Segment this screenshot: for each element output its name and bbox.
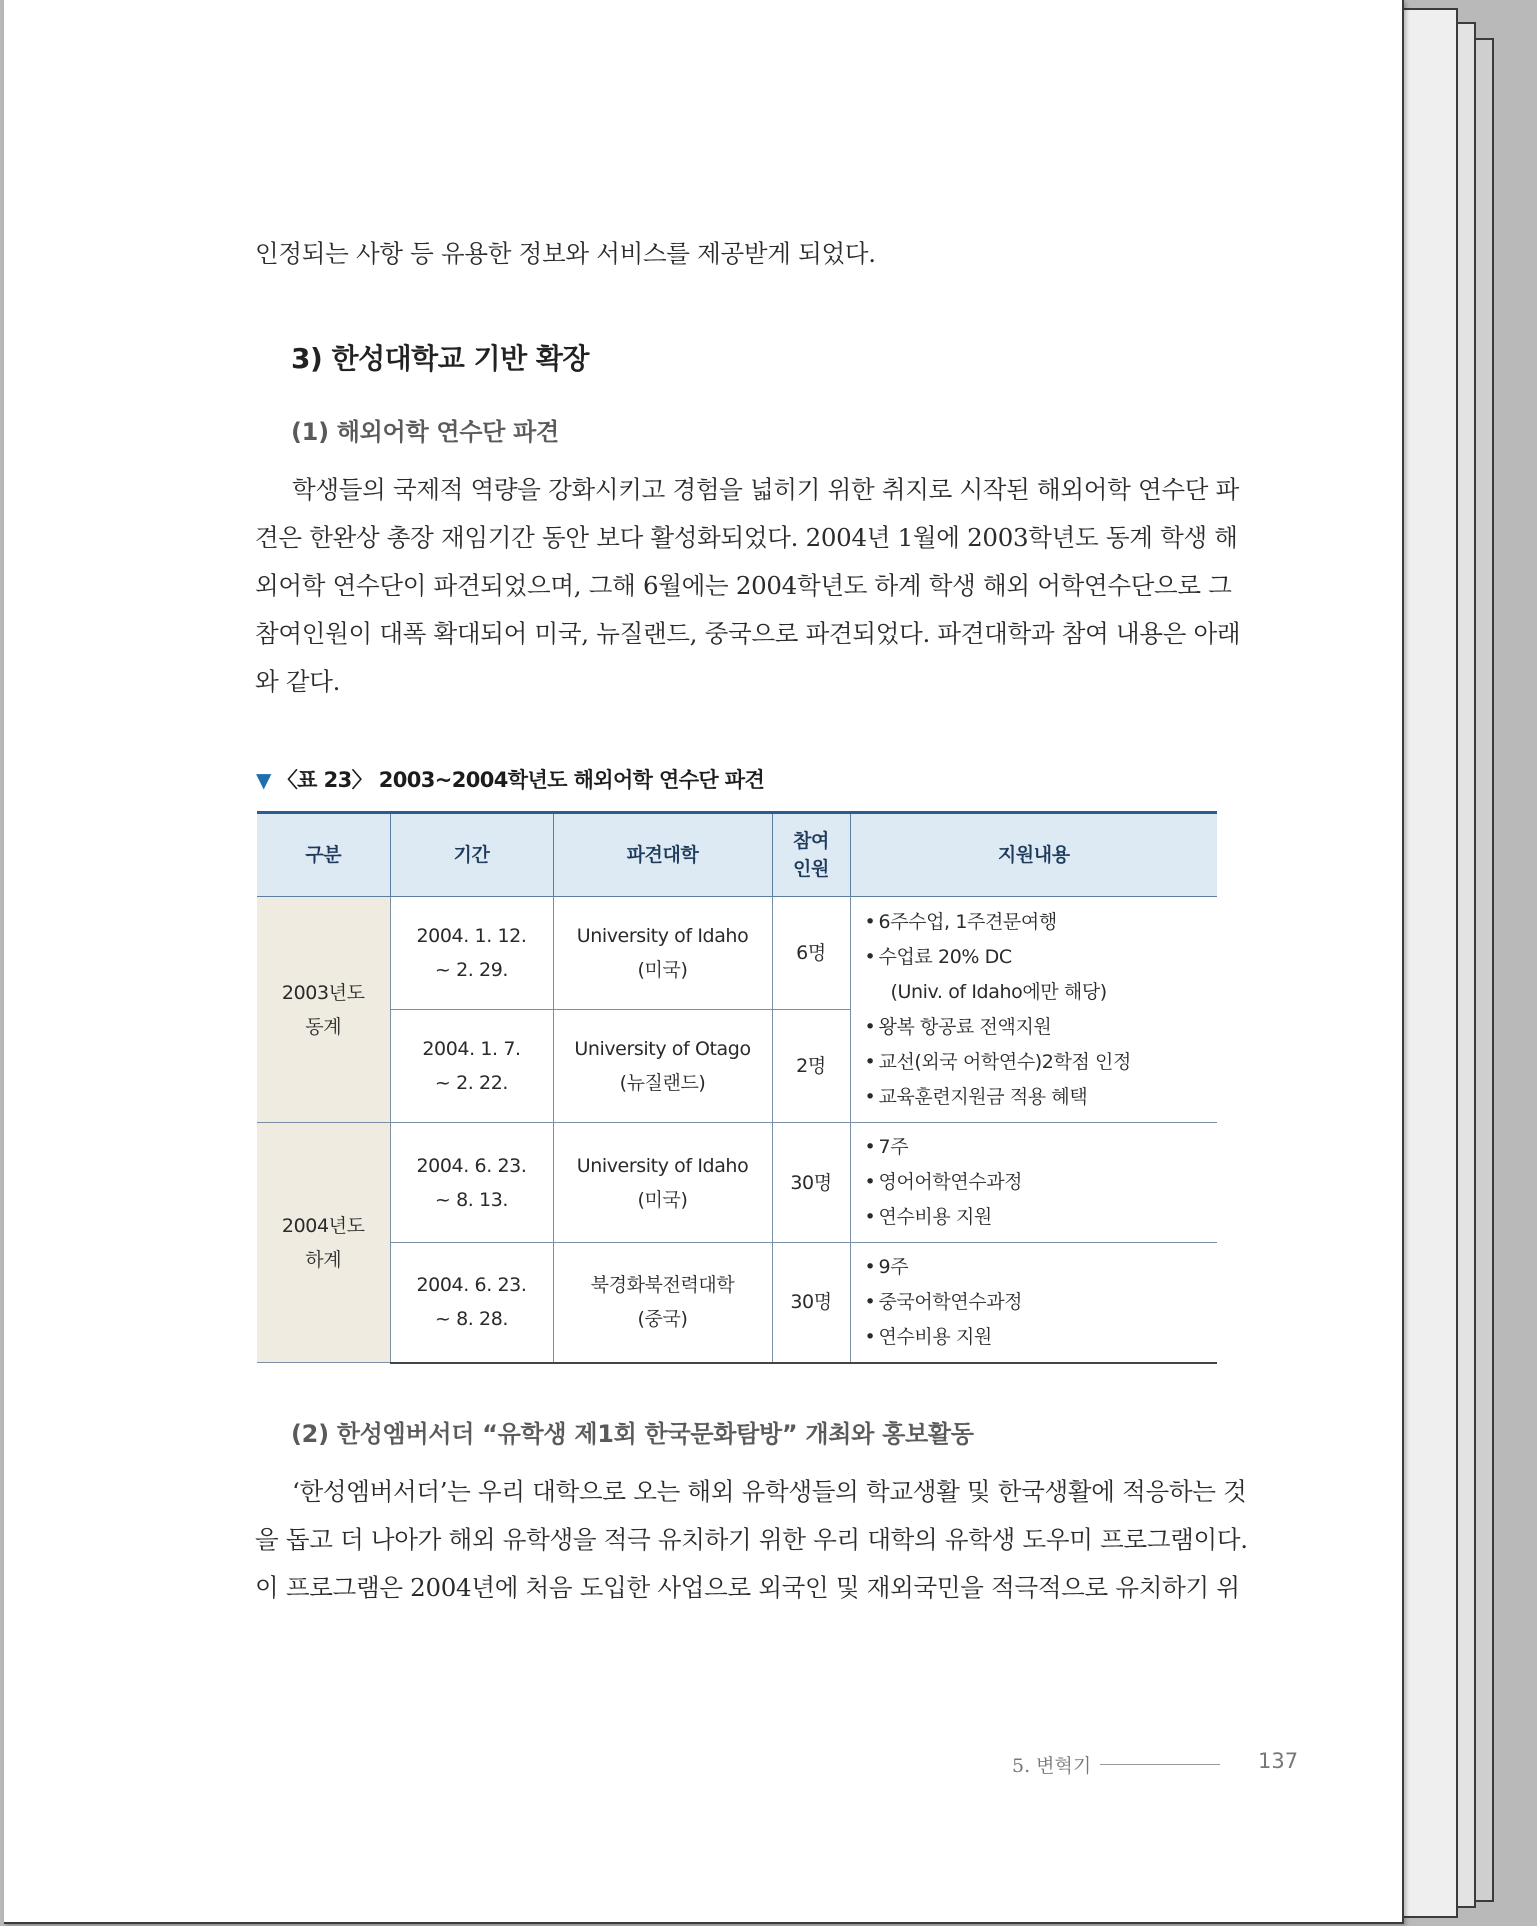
support-item: • 교육훈련지원금 적용 혜택 [865,1080,1217,1115]
text-line: 참여인원이 대폭 확대되어 미국, 뉴질랜드, 중국으로 파견되었다. 파견대학과 참여 내용은 아래 [255,619,1241,648]
table-row [257,1243,1217,1363]
footer-rule [1100,1764,1220,1765]
support-item: • 중국어학연수과정 [865,1285,1217,1320]
subsection-title: (1) 해외어학 연수단 파견 [291,418,559,446]
participants-cell: 2명 [772,1010,850,1123]
table-row [257,1123,1217,1243]
body-paragraph [255,466,1241,706]
text-line: 와 같다. [255,667,341,696]
text-line: ‘한성엠버서더’는 우리 대학으로 오는 해외 유학생들의 학교생활 및 한국생활에 적응하는 것 [292,1477,1247,1506]
intro-paragraph [255,230,1220,278]
university-cell: University of Otago (뉴질랜드) [553,1010,772,1123]
support-item: • 연수비용 지원 [865,1200,1217,1235]
header-university: 파견대학 [553,813,772,897]
table-row [257,897,1217,1010]
group-cell: 2003년도 동계 [257,897,390,1123]
table-header-row [257,813,1217,897]
text-line: 견은 한완상 총장 재임기간 동안 보다 활성화되었다. 2004년 1월에 2003학년도 동계 학생 해 [255,523,1238,552]
text-line: 인정되는 사항 등 유용한 정보와 서비스를 제공받게 되었다. [255,239,876,268]
participants-cell: 30명 [772,1123,850,1243]
support-item-note: (Univ. of Idaho에만 해당) [890,980,1107,1003]
period-cell: 2004. 6. 23. ~ 8. 13. [390,1123,553,1243]
triangle-marker-icon: ▼ [256,768,271,792]
text-line: 학생들의 국제적 역량을 강화시키고 경험을 넓히기 위한 취지로 시작된 해외어학 연수단 파 [292,475,1239,504]
group-cell: 2004년도 하계 [257,1123,390,1363]
book-page [4,0,1404,1924]
header-category: 구분 [257,813,390,897]
subsection-title: (2) 한성엠버서더 “유학생 제1회 한국문화탐방” 개최와 홍보활동 [291,1420,974,1448]
table-caption [256,764,764,794]
support-cell [850,1123,1217,1243]
page-number: 137 [1258,1749,1299,1773]
header-support: 지원내용 [850,813,1217,897]
support-item: • 수업료 20% DC [865,940,1217,975]
support-item: • 7주 [865,1130,1217,1165]
participants-cell: 30명 [772,1243,850,1363]
support-cell [850,1243,1217,1363]
support-item: • 교선(외국 어학연수)2학점 인정 [865,1045,1217,1080]
university-cell: University of Idaho (미국) [553,897,772,1010]
support-item: • 연수비용 지원 [865,1320,1217,1355]
dispatch-table [257,811,1217,1364]
period-cell: 2004. 1. 12. ~ 2. 29. [390,897,553,1010]
footer-section-label: 5. 변혁기 [1012,1755,1092,1777]
text-line: 외어학 연수단이 파견되었으며, 그해 6월에는 2004학년도 하계 학생 해외 어학연수단으로 그 [255,571,1232,600]
period-cell: 2004. 1. 7. ~ 2. 22. [390,1010,553,1123]
university-cell: 북경화북전력대학 (중국) [553,1243,772,1363]
table-caption-text: 〈표 23〉 2003~2004학년도 해외어학 연수단 파견 [276,768,765,792]
support-item: • 9주 [865,1250,1217,1285]
support-item: • 왕복 항공료 전액지원 [865,1010,1217,1045]
header-period: 기간 [390,813,553,897]
body-paragraph [255,1468,1248,1612]
header-participants: 참여 인원 [772,813,850,897]
support-cell [850,897,1217,1123]
section-title: 3) 한성대학교 기반 확장 [291,342,589,375]
support-item: • 6주수업, 1주견문여행 [865,905,1217,940]
support-item: • 영어어학연수과정 [865,1165,1217,1200]
book-edge [1400,8,1458,1918]
period-cell: 2004. 6. 23. ~ 8. 28. [390,1243,553,1363]
participants-cell: 6명 [772,897,850,1010]
text-line: 이 프로그램은 2004년에 처음 도입한 사업으로 외국인 및 재외국민을 적극적으로 유치하기 위 [255,1573,1240,1602]
text-line: 을 돕고 더 나아가 해외 유학생을 적극 유치하기 위한 우리 대학의 유학생 도우미 프로그램이다. [255,1525,1248,1554]
university-cell: University of Idaho (미국) [553,1123,772,1243]
